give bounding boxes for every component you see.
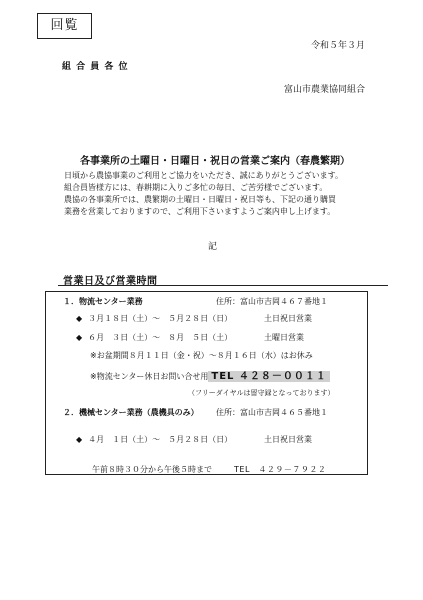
freedial-note: （フリーダイヤルは留守録となっております） bbox=[188, 389, 335, 397]
inquiry-tel: TEL ４２８－００１１ bbox=[208, 371, 330, 382]
intro-line-4: 業務を営業しておりますので、ご利用下さいますようご案内申し上げます。 bbox=[64, 207, 336, 216]
circulation-stamp: 回覧 bbox=[37, 13, 92, 39]
section-1-period-1 bbox=[76, 313, 232, 324]
section-1-period-1-note: 土日祝日営業 bbox=[264, 314, 312, 323]
intro-line-2: 組合員皆様方には、春耕期に入りご多忙の毎日、ご苦労様でございます。 bbox=[64, 183, 328, 192]
section-heading: 営業日及び営業時間 bbox=[63, 276, 158, 287]
intro-line-1: 日頃から農協事業のご利用とご協力をいただき、誠にありがとうございます。 bbox=[64, 171, 344, 180]
section-1-address: 住所：富山市吉岡４６７番地１ bbox=[216, 297, 328, 306]
obon-holiday-note: ※お盆期間８月１１日（金・祝）～８月１６日（水）はお休み bbox=[90, 351, 313, 360]
notice-title: 各事業所の土曜日・日曜日・祝日の営業ご案内（春農繁期） bbox=[80, 156, 350, 167]
diamond-bullet-icon: ◆ bbox=[76, 314, 83, 323]
section-2-period-1 bbox=[76, 434, 232, 445]
issue-date: 令和５年３月 bbox=[310, 41, 365, 51]
ki-marker: 記 bbox=[208, 242, 218, 252]
period-range: ６月 ３日（土）～ ８月 ５日（土） bbox=[88, 333, 233, 342]
machine-center-tel: TEL ４２９－７９２２ bbox=[234, 465, 327, 474]
section-1-period-2-note: 土曜日営業 bbox=[264, 333, 304, 342]
inquiry-line bbox=[90, 371, 330, 382]
business-hours: 午前８時３０分から午後５時まで bbox=[92, 465, 212, 474]
section-1-label: １．物流センター業務 bbox=[63, 297, 143, 306]
section-2-address: 住所：富山市吉岡４６５番地１ bbox=[216, 408, 328, 417]
diamond-bullet-icon: ◆ bbox=[76, 333, 83, 342]
intro-line-3: 農協の各事業所では、農繁期の土曜日・日曜日・祝日等も、下記の通り購買 bbox=[64, 195, 336, 204]
inquiry-label: ※物流センター休日お問い合せ用 bbox=[90, 372, 209, 381]
diamond-bullet-icon: ◆ bbox=[76, 435, 83, 444]
section-1-period-2 bbox=[76, 332, 232, 343]
period-range: ４月 １日（土）～ ５月２８日（日） bbox=[88, 435, 233, 444]
recipient: 組 合 員 各 位 bbox=[62, 62, 129, 72]
section-2-period-1-note: 土日祝日営業 bbox=[264, 435, 312, 444]
section-2-label: ２．機械センター業務（農機具のみ） bbox=[63, 408, 199, 417]
period-range: ３月１８日（土）～ ５月２８日（日） bbox=[88, 314, 233, 323]
heading-underline bbox=[58, 285, 388, 286]
sender: 富山市農業協同組合 bbox=[283, 85, 365, 95]
